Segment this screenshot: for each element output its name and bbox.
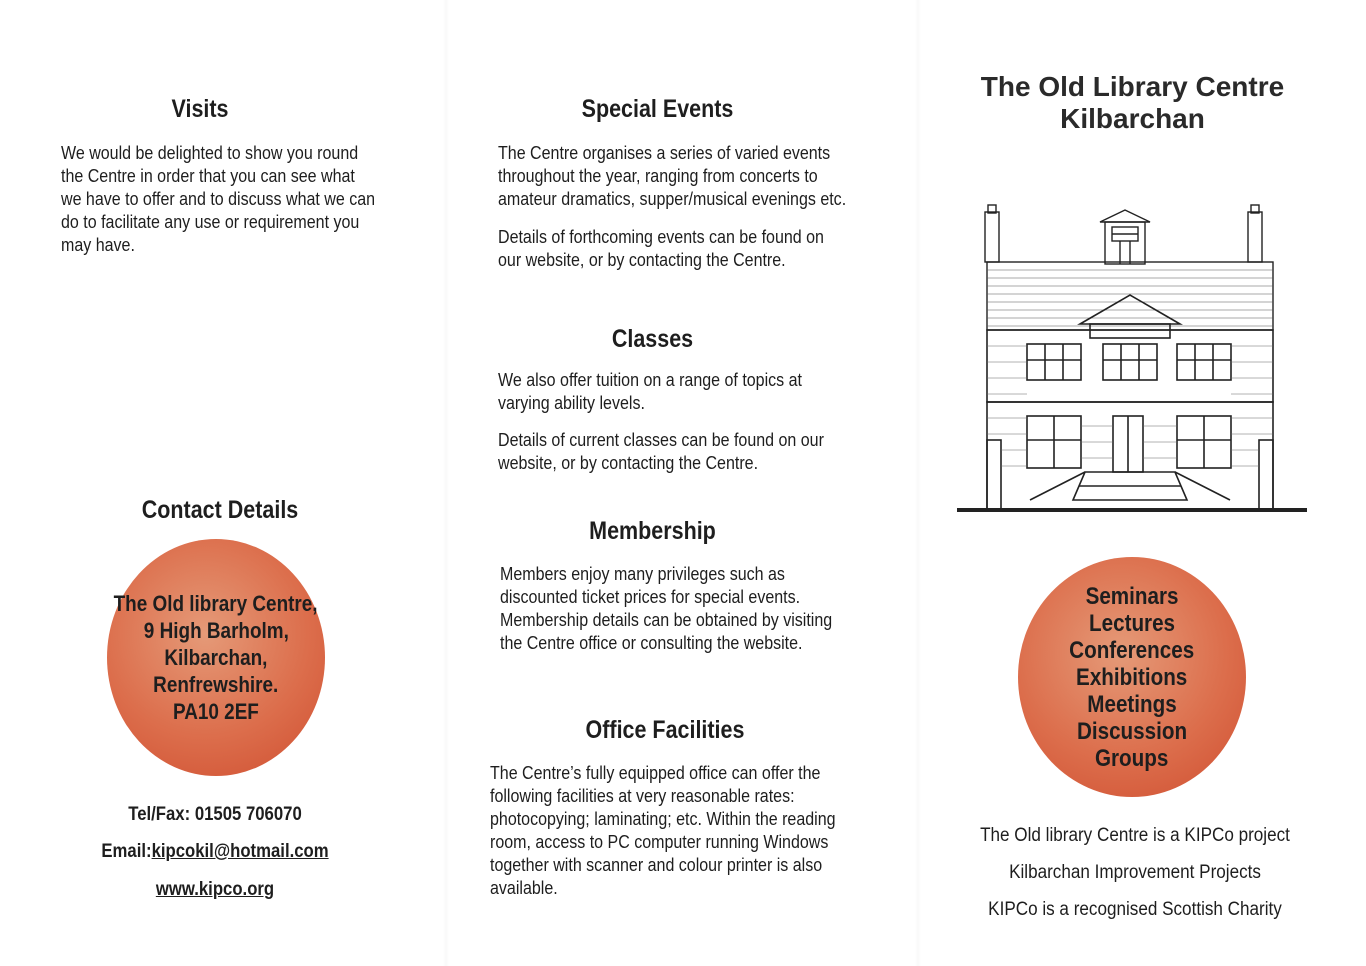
visits-line: We would be delighted to show you round xyxy=(61,143,359,163)
service-item: Conferences xyxy=(1069,636,1195,664)
special-events-line: Details of forthcoming events can be found on xyxy=(498,227,824,247)
address-circle xyxy=(107,539,325,776)
classes-line: We also offer tuition on a range of topics at xyxy=(498,370,802,390)
address-line: The Old library Centre, xyxy=(114,591,318,616)
membership-line: the Centre office or consulting the website. xyxy=(500,633,803,653)
special-events-line: amateur dramatics, supper/musical evenings etc. xyxy=(498,189,847,209)
membership-heading: Membership xyxy=(589,517,716,545)
classes-text-2 xyxy=(498,429,907,475)
panel-right xyxy=(920,0,1366,966)
office-line: following facilities at very reasonable rates: xyxy=(490,786,795,806)
service-item: Lectures xyxy=(1088,609,1176,637)
classes-heading: Classes xyxy=(611,325,694,353)
service-item: Seminars xyxy=(1085,582,1179,610)
charity-status: KIPCo is a recognised Scottish Charity xyxy=(988,899,1282,920)
membership-line: discounted ticket prices for special events. xyxy=(500,587,801,607)
contact-heading: Contact Details xyxy=(141,496,299,524)
email-label: Email: xyxy=(101,841,152,862)
classes-text-1 xyxy=(498,369,907,415)
visits-heading: Visits xyxy=(171,95,229,123)
panel-middle xyxy=(445,0,915,966)
office-text xyxy=(490,762,908,900)
office-line: photocopying; laminating; etc. Within the reading xyxy=(490,809,836,829)
service-item: Discussion xyxy=(1076,717,1188,745)
kipco-full-name: Kilbarchan Improvement Projects xyxy=(1009,862,1261,883)
services-circle xyxy=(1018,557,1246,797)
classes-line: varying ability levels. xyxy=(498,393,645,413)
panel-left xyxy=(0,0,440,966)
visits-line: the Centre in order that you can see what xyxy=(61,166,355,186)
kipco-project-note: The Old library Centre is a KIPCo project xyxy=(980,825,1290,846)
office-line: available. xyxy=(490,878,558,898)
tel-fax: Tel/Fax: 01505 706070 xyxy=(128,804,302,825)
special-events-line: our website, or by contacting the Centre. xyxy=(498,250,786,270)
building-illustration xyxy=(955,200,1315,520)
address-line: PA10 2EF xyxy=(173,699,259,724)
membership-line: Members enjoy many privileges such as xyxy=(500,564,785,584)
office-line: room, access to PC computer running Windows xyxy=(490,832,829,852)
classes-line: website, or by contacting the Centre. xyxy=(498,453,759,473)
membership-text xyxy=(500,563,909,655)
membership-line: Membership details can be obtained by visiting xyxy=(500,610,833,630)
service-item: Meetings xyxy=(1087,690,1177,718)
special-events-text-2 xyxy=(498,226,907,272)
visits-text xyxy=(61,142,435,257)
special-events-text-1 xyxy=(498,142,907,211)
address-line: 9 High Barholm, xyxy=(143,618,289,643)
address-line: Renfrewshire. xyxy=(153,672,279,697)
cover-title-line: Kilbarchan xyxy=(1060,103,1205,134)
special-events-line: The Centre organises a series of varied events xyxy=(498,143,831,163)
cover-title xyxy=(920,71,1345,135)
service-item: Exhibitions xyxy=(1076,663,1188,691)
email-line xyxy=(26,841,404,863)
office-heading: Office Facilities xyxy=(585,716,745,744)
office-line: together with scanner and colour printer is also xyxy=(490,855,823,875)
visits-line: may have. xyxy=(61,235,135,255)
special-events-heading: Special Events xyxy=(581,95,734,123)
email-link[interactable]: kipcokil@hotmail.com xyxy=(151,841,329,862)
cover-title-line: The Old Library Centre xyxy=(980,71,1285,102)
visits-line: do to facilitate any use or requirement you xyxy=(61,212,360,232)
special-events-line: throughout the year, ranging from concerts to xyxy=(498,166,818,186)
service-item: Groups xyxy=(1095,744,1169,772)
visits-line: we have to offer and to discuss what we can xyxy=(61,189,376,209)
website-link[interactable]: www.kipco.org xyxy=(155,879,275,900)
address-line: Kilbarchan, xyxy=(164,645,268,670)
office-line: The Centre’s fully equipped office can offer the xyxy=(490,763,821,783)
classes-line: Details of current classes can be found on our xyxy=(498,430,824,450)
